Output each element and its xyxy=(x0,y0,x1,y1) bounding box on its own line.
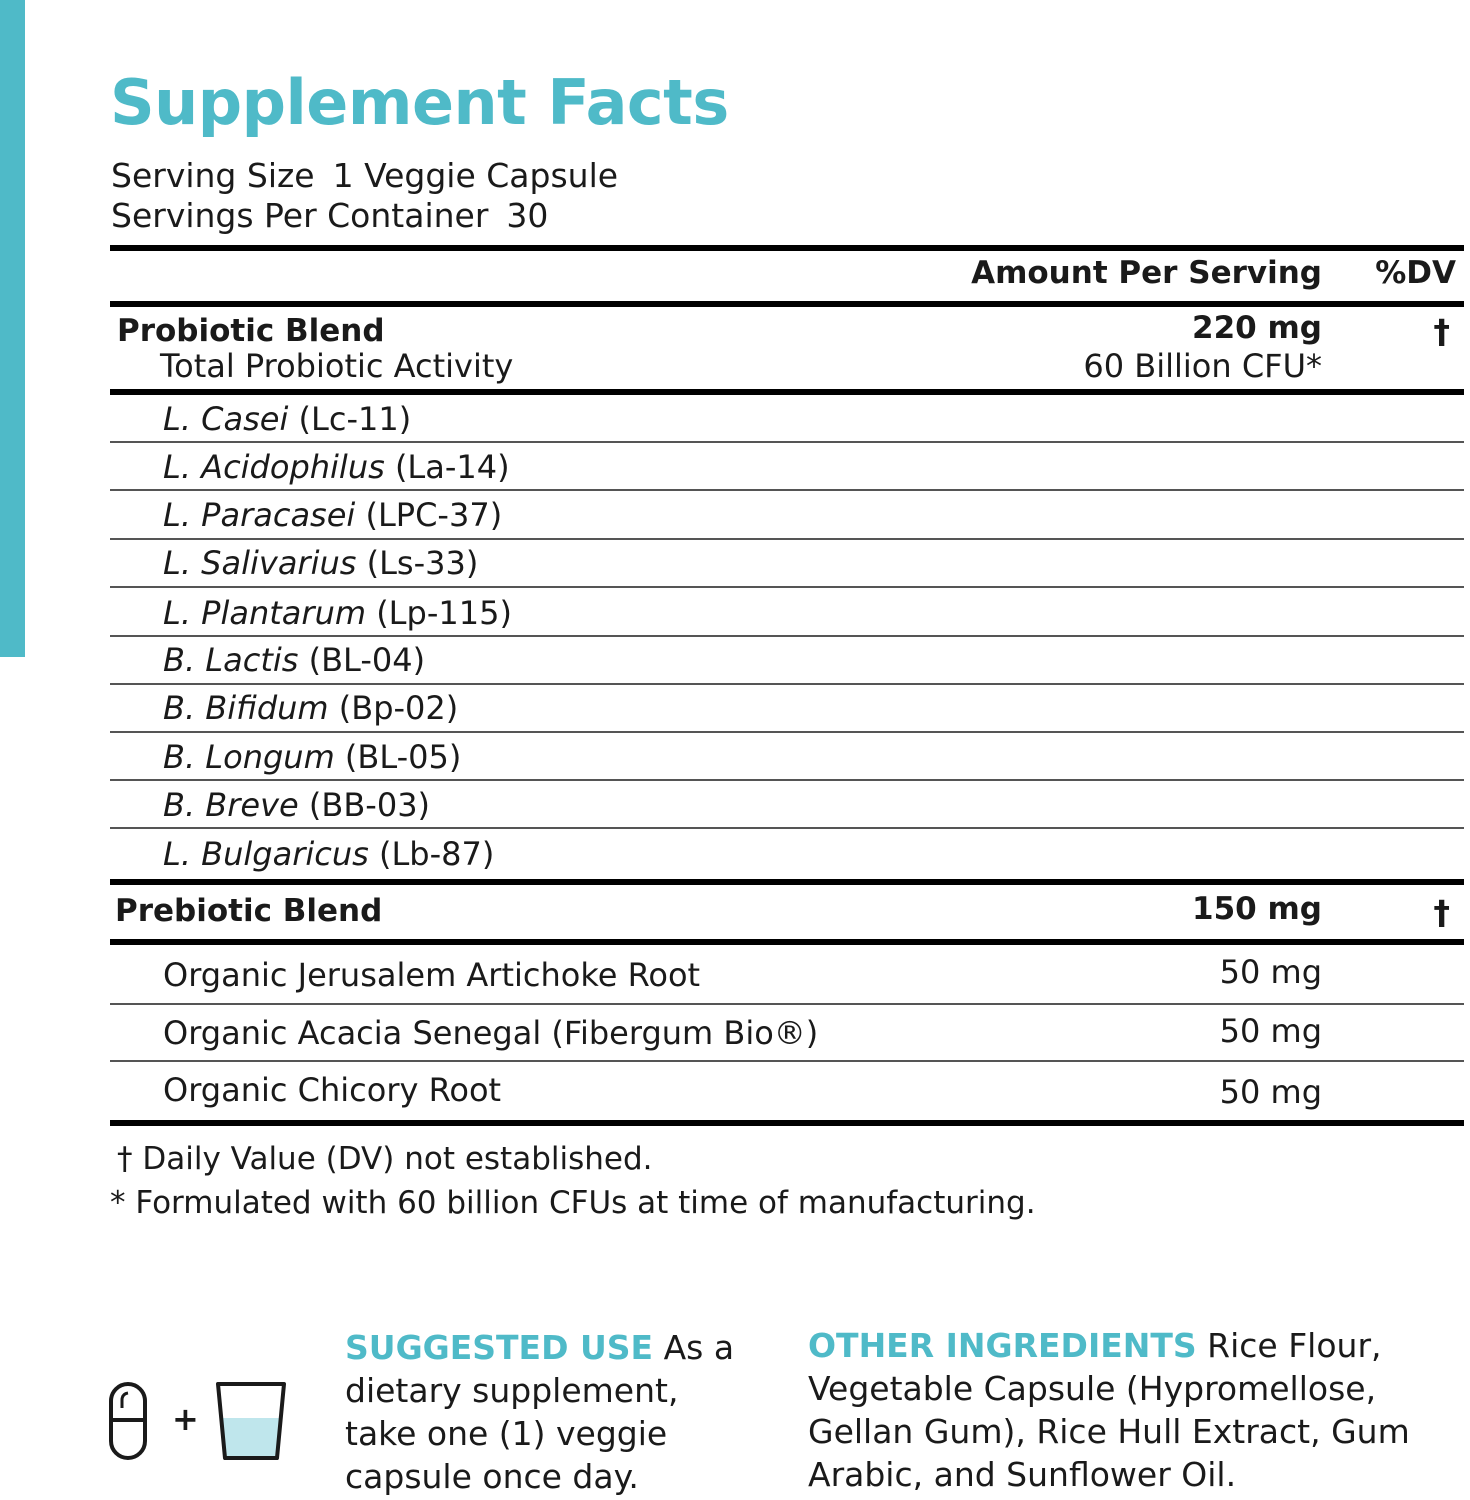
divider-thick xyxy=(110,1120,1464,1126)
capsule-icon xyxy=(111,1384,145,1458)
servings-per-container-label: Servings Per Container xyxy=(111,196,489,235)
prebiotic-ingredient-amount: 50 mg xyxy=(1219,1073,1322,1111)
strain-row: B. Longum (BL-05) xyxy=(163,738,462,776)
prebiotic-ingredient-amount: 50 mg xyxy=(1219,953,1322,991)
divider-thin xyxy=(110,731,1464,733)
amount-per-serving-header: Amount Per Serving xyxy=(971,255,1322,291)
prebiotic-blend-amount: 150 mg xyxy=(1192,891,1322,927)
suggested-use-text: As a dietary supplement, take one (1) veggie capsule once day. xyxy=(345,1328,735,1496)
divider-thick xyxy=(110,879,1464,885)
divider-thick xyxy=(110,389,1464,395)
divider-thin xyxy=(110,586,1464,588)
divider-thin xyxy=(110,779,1464,781)
suggested-use xyxy=(345,1326,745,1498)
servings-per-container-value: 30 xyxy=(506,196,549,235)
divider-thin xyxy=(110,441,1464,443)
strain-row: L. Casei (Lc-11) xyxy=(163,400,412,438)
strain-row: B. Breve (BB-03) xyxy=(163,786,431,824)
divider-thin xyxy=(110,1060,1464,1062)
accent-bar xyxy=(0,0,25,657)
capsule-plus-glass xyxy=(108,1380,288,1462)
probiotic-blend-amount: 220 mg xyxy=(1192,310,1322,346)
strain-row: B. Lactis (BL-04) xyxy=(163,641,426,679)
divider-thin xyxy=(110,1003,1464,1005)
strain-row: L. Acidophilus (La-14) xyxy=(163,448,510,486)
dv-header: %DV xyxy=(1375,255,1456,291)
suggested-use-label: SUGGESTED USE xyxy=(345,1328,654,1367)
probiotic-dv-dagger: † xyxy=(1433,312,1450,351)
prebiotic-ingredient-name: Organic Chicory Root xyxy=(163,1071,502,1109)
strain-row: L. Plantarum (Lp-115) xyxy=(163,594,512,632)
prebiotic-ingredient-name: Organic Acacia Senegal (Fibergum Bio®) xyxy=(163,1014,819,1052)
strain-row: L. Bulgaricus (Lb-87) xyxy=(163,835,495,873)
water-glass-icon xyxy=(218,1384,284,1458)
serving-size-label: Serving Size xyxy=(111,156,315,195)
divider-thick xyxy=(110,245,1464,251)
divider-thin xyxy=(110,538,1464,540)
divider-thick xyxy=(110,939,1464,945)
divider-thick xyxy=(110,301,1464,307)
prebiotic-ingredient-name: Organic Jerusalem Artichoke Root xyxy=(163,956,701,994)
divider-thin xyxy=(110,827,1464,829)
serving-size-value: 1 Veggie Capsule xyxy=(332,156,619,195)
usage-icons xyxy=(108,1380,288,1466)
strain-row: L. Paracasei (LPC-37) xyxy=(163,496,503,534)
probiotic-blend-name: Probiotic Blend xyxy=(117,313,385,349)
total-probiotic-activity-amount: 60 Billion CFU* xyxy=(1083,347,1322,385)
strain-row: L. Salivarius (Ls-33) xyxy=(163,544,479,582)
cfu-footnote: * Formulated with 60 billion CFUs at time of manufacturing. xyxy=(110,1185,1036,1221)
dv-footnote: † Daily Value (DV) not established. xyxy=(117,1141,653,1177)
divider-thin xyxy=(110,635,1464,637)
total-probiotic-activity-label: Total Probiotic Activity xyxy=(160,347,514,385)
prebiotic-dv-dagger: † xyxy=(1433,893,1450,932)
prebiotic-blend-name: Prebiotic Blend xyxy=(115,893,383,929)
page-title: Supplement Facts xyxy=(110,66,729,139)
prebiotic-ingredient-amount: 50 mg xyxy=(1219,1012,1322,1050)
servings-per-container xyxy=(111,196,548,236)
other-ingredients xyxy=(808,1324,1458,1496)
other-ingredients-label: OTHER INGREDIENTS xyxy=(808,1326,1197,1365)
serving-size xyxy=(111,156,618,196)
plus-sign: + xyxy=(172,1400,199,1438)
divider-thin xyxy=(110,683,1464,685)
strain-row: B. Bifidum (Bp-02) xyxy=(163,689,459,727)
other-ingredients-text: Rice Flour, Vegetable Capsule (Hypromellose, Gellan Gum), Rice Hull Extract, Gum Arabic, and Sunflower Oil. xyxy=(808,1326,1410,1494)
divider-thin xyxy=(110,489,1464,491)
